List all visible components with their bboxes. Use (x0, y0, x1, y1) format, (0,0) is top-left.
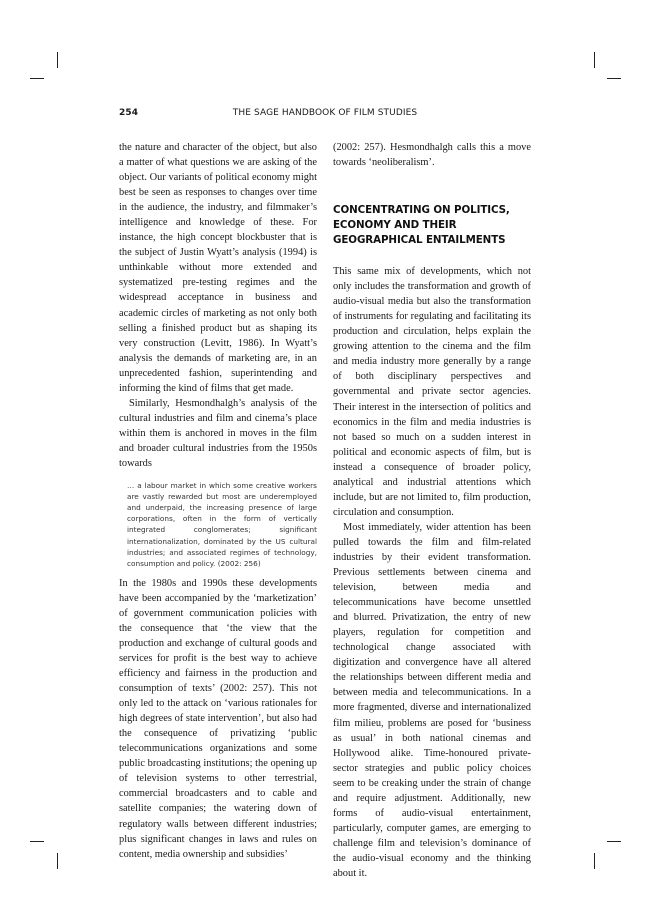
crop-mark-top-right-vertical (594, 52, 595, 68)
crop-mark-top-right-horizontal (607, 78, 621, 79)
paragraph: Most immediately, wider attention has been pulled towards the film and film-related industries by their evident transformation. Previous settlements between cinema and television, between media and telecommunications have become unsettled and blurred. Privatization, the entry of new players, regulation for competition and technological change associated with digitization and convergence have all altered the relationships between different media and between media and telecommunications. In a more fragmented, diverse and internationalized film milieu, problems are posed for ‘business as usual’ in both national cinemas and Hollywood alike. Time-honoured private-sector strategies and public policy choices seem to be creaking under the strain of change and require adjustment. Additionally, new forms of audio-visual entertainment, particularly, computer games, are emerging to challenge film and television’s dominance of the audio-visual economy and the thinking about it. (333, 521, 531, 879)
paragraph: This same mix of developments, which not only includes the transformation and growth of audio-visual media but also the transformation of instruments for regulating and facilitating its production and circulation, helps explain the growing attention to the cinema and the film and media industry more generally by a range of both disciplinary perspectives and governmental and private sector agencies. Their interest in the intersection of politics and economics in the film and media industries is not based so much on a sudden interest in political and economic aspects of film, but is instead a consequence of broader policy, analytical and industrial attentions which include, but are not limited to, film production, circulation and consumption. (333, 266, 531, 518)
right-column (333, 140, 531, 881)
paragraph: (2002: 257). Hesmondhalgh calls this a move towards ‘neoliberalism’. (333, 142, 531, 169)
page-number: 254 (119, 108, 139, 118)
paragraph: In the 1980s and 1990s these developments have been accompanied by the ‘marketization’ of government communication policies with the consequence that ‘the view that the production and exchange of cultural goods and services for profit is the best way to achieve efficiency and fairness in the production and consumption of texts’ (2002: 257). This not only led to the attack on ‘various rationales for high degrees of state intervention’, but also had the consequence of privatizing ‘public telecommunications organizations and some public broadcasting institutions; the opening up of television systems to other terrestrial, commercial broadcasters and to cable and satellite companies; the watering down of regulatory walls between different industries; plus significant changes in laws and rules on content, media ownership and subsidies’ (119, 577, 317, 860)
running-head (119, 108, 531, 122)
crop-mark-bottom-right-vertical (594, 853, 595, 869)
section-heading: CONCENTRATING ON POLITICS, ECONOMY AND THEIR GEOGRAPHICAL ENTAILMENTS (333, 204, 510, 247)
crop-mark-bottom-right-horizontal (607, 841, 621, 842)
crop-mark-bottom-left-vertical (57, 853, 58, 869)
crop-mark-bottom-left-horizontal (30, 841, 44, 842)
running-title: THE SAGE HANDBOOK OF FILM STUDIES (232, 108, 418, 118)
paragraph: Similarly, Hesmondhalgh’s analysis of the cultural industries and film and cinema’s place within them is anchored in moves in the film and broader cultural industries from the 1950s towards (119, 397, 317, 469)
crop-mark-top-left-vertical (57, 52, 58, 68)
block-quote: … a labour market in which some creative workers are vastly rewarded but most are underemployed and underpaid, the increasing presence of large corporations, often in the form of vertically integrated conglomerates; significant internationalization, dominated by the US cultural industries; and associated regimes of technology, consumption and policy. (2002: 256) (127, 481, 317, 568)
left-column (119, 140, 317, 862)
crop-mark-top-left-horizontal (30, 78, 44, 79)
paragraph: the nature and character of the object, but also a matter of what questions we are asking of the object. Our variants of political economy might best be seen as responses to changes over time in the audience, the industry, and filmmaker’s intelligence and knowledge of these. For instance, the high concept blockbuster that is the subject of Justin Wyatt’s analysis (1994) is unthinkable without more extended and systematized pre-testing regimes and the widespread acceptance in business and academic circles of marketing as not only both selling a finished product but as shaping its very construction (Levitt, 1986). In Wyatt’s analysis the demands of marketing are, in an unprecedented fashion, superintending and informing the kind of films that get made. (119, 142, 317, 394)
